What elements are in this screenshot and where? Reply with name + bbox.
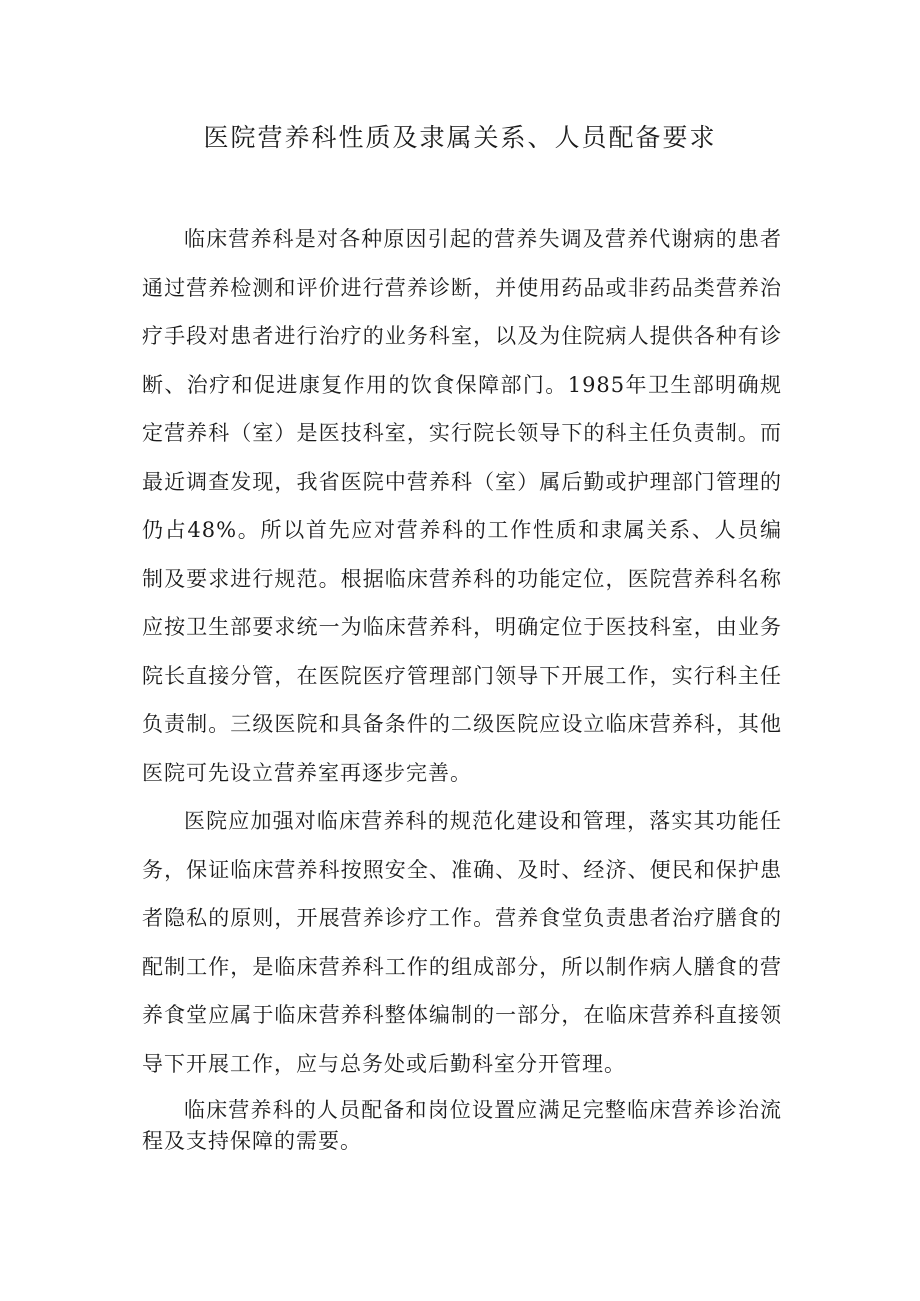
paragraph-management: 医院应加强对临床营养科的规范化建设和管理，落实其功能任务，保证临床营养科按照安全、准确、及时、经济、便民和保护患者隐私的原则，开展营养诊疗工作。营养食堂负责患者治疗膳食的配制工作，是临床营养科工作的组成部分，所以制作病人膳食的营养食堂应属于临床营养科整体编制的一部分，在临床营养科直接领导下开展工作，应与总务处或后勤科室分开管理。: [142, 809, 782, 1076]
document-body: [142, 215, 782, 1157]
paragraph-nature: 临床营养科是对各种原因引起的营养失调及营养代谢病的患者通过营养检测和评价进行营养诊断，并使用药品或非药品类营养治疗手段对患者进行治疗的业务科室，以及为住院病人提供各种有诊断、治疗和促进康复作用的饮食保障部门。1985年卫生部明确规定营养科（室）是医技科室，实行院长领导下的科主任负责制。而最近调查发现，我省医院中营养科（室）属后勤或护理部门管理的仍占48%。所以首先应对营养科的工作性质和隶属关系、人员编制及要求进行规范。根据临床营养科的功能定位，医院营养科名称应按卫生部要求统一为临床营养科，明确定位于医技科室，由业务院长直接分管，在医院医疗管理部门领导下开展工作，实行科主任负责制。三级医院和具备条件的二级医院应设立临床营养科，其他医院可先设立营养室再逐步完善。: [142, 227, 782, 785]
paragraph-staffing: 临床营养科的人员配备和岗位设置应满足完整临床营养诊治流程及支持保障的需要。: [142, 1098, 782, 1153]
document-title: 医院营养科性质及隶属关系、人员配备要求: [203, 123, 717, 152]
